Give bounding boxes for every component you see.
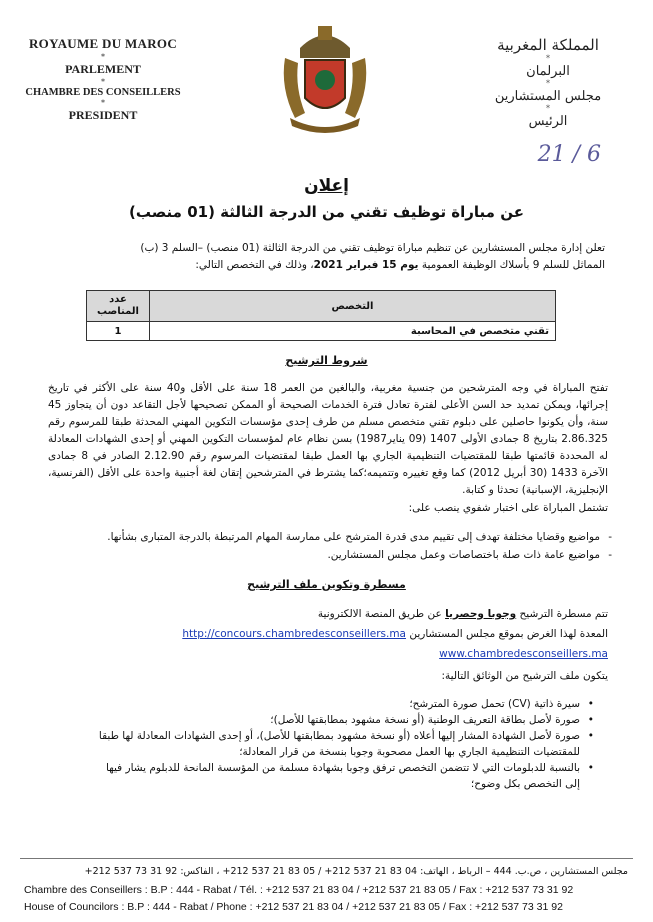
procedure-line-2 xyxy=(60,624,608,644)
list-item: • بالنسبة للدبلومات التي لا تتضمن التخصص ترفق وجوبا بشهادة مسلمة من المؤسسة المانحة للدبلوم يشار فيها إلى التخصص بكل وضوح؛ xyxy=(96,760,580,792)
conditions-paragraph: تفتح المباراة في وجه المترشحين من جنسية مغربية، والبالغين من العمر 18 سنة على الأقل و40 سنة على الأكثر في تاريخ إجرائها، ويمكن تمديد حد السن الأعلى لفترة تعادل فترة الخدمات الصحيحة أو الممكن تصحيحها لأجل التقاعد دون أن يتجاوز 45 سنة، وأن يكونوا حاصلين على دبلوم تقني متخصص مسلم من طرف إحدى مؤسسات التكوين المهني المحدثة طبقا للمرسوم رقم 2.86.325 بتاريخ 8 جمادى الأولى 1407 (09 يناير1987) بسن نظام عام لمؤسسات التكوين المهني أو إحدى الشهادات المعادلة له المحددة قائمتها طبقا للمقتضيات التنظيمية الجاري بها العمل طبقا لمقتضيات المرسوم رقم 2.12.90 الصادر في 8 جمادى الآخرة 1433 (30 أبريل 2012) كما وقع تغييره وتتميمه؛كما يشترط في المترشحين إتقان لغة أجنبية واحدة على الأقل (الفرنسية، الإنجليزية، الإسبانية) تحدثا و كتابة. xyxy=(48,382,608,496)
header-fr-star: * xyxy=(101,77,105,86)
website-link[interactable]: www.chambredesconseillers.ma xyxy=(439,648,608,660)
footer-french: Chambre des Conseillers : B.P : 444 - Rabat / Tél. : +212 537 21 83 04 / +212 537 21 83 05 / Fax : +212 537 73 31 92 xyxy=(24,884,574,896)
exam-date: يوم 15 فبراير 2021 xyxy=(313,259,419,271)
list-item: • سيرة ذاتية (CV) تحمل صورة المترشح؛ xyxy=(96,696,580,712)
table-row xyxy=(87,322,556,341)
list-item: • صورة لأصل بطاقة التعريف الوطنية (أو نسخة مشهود بمطابقتها للأصل)؛ xyxy=(96,712,580,728)
intro-line-2a: المماثل للسلم 9 بأسلاك الوظيفة العمومية xyxy=(418,259,605,271)
header-ar-president: الرئيس xyxy=(528,114,568,129)
documents-list xyxy=(96,696,598,792)
cell-specialty: تقني متخصص في المحاسبة xyxy=(150,322,556,341)
header-ar-chamber: مجلس المستشارين xyxy=(494,89,602,104)
header-fr-kingdom: ROYAUME DU MAROC xyxy=(28,36,178,51)
procedure-line-3 xyxy=(60,644,608,664)
header-arabic xyxy=(463,36,633,129)
cell-count: 1 xyxy=(87,322,150,341)
footer-english: House of Councilors : B.P : 444 - Rabat / Phone : +212 537 21 83 04 / +212 537 21 83 05 / Fax : +212 537 73 31 92 xyxy=(24,901,563,913)
header-french xyxy=(18,36,188,123)
intro-paragraph xyxy=(60,240,605,274)
header-fr-star: * xyxy=(101,98,105,107)
header-ar-star: * xyxy=(546,104,550,113)
list-item: - مواضيع وقضايا مختلفة تهدف إلى تقييم مدى قدرة المترشح على ممارسة المهام المرتبطة بالدرجة المتبارى بشأنها. xyxy=(48,528,600,546)
footer-arabic: مجلس المستشارين ، ص.ب. 444 – الرباط ، الهاتف: 04 83 21 537 212+ / 05 83 21 537 212+ ، الفاكس: 92 31 73 537 212+ xyxy=(84,866,628,877)
column-header-specialty: التخصص xyxy=(150,291,556,322)
procedure-text-1: تتم مسطرة الترشيح xyxy=(516,608,608,620)
announcement-subtitle: عن مباراة توظيف تقني من الدرجة الثالثة (01 منصب) xyxy=(129,203,524,221)
announcement-title: إعلان xyxy=(304,176,349,196)
procedure-text-2: عن طريق المنصة الالكترونية xyxy=(317,608,446,620)
table-header-row xyxy=(87,291,556,322)
royal-emblem-icon xyxy=(270,18,380,138)
documents-intro: يتكون ملف الترشيح من الوثائق التالية: xyxy=(441,670,608,682)
list-item: • صورة لأصل الشهادة المشار إليها أعلاه (أو نسخة مشهود بمطابقتها للأصل)، أو إحدى الشهادات المعادلة لها طبقا للمقتضيات التنظيمية الجاري بها العمل مصحوبة وجوبا بنسخة من قرار المعادلة؛ xyxy=(96,728,580,760)
intro-line-1: تعلن إدارة مجلس المستشارين عن تنظيم مباراة توظيف تقني من الدرجة الثالثة (01 منصب) –السلم 3 (ب) xyxy=(140,242,605,254)
intro-line-2 xyxy=(60,257,605,274)
concours-link[interactable]: http://concours.chambredesconseillers.ma xyxy=(182,628,406,640)
header-ar-star: * xyxy=(546,79,550,88)
conditions-title: شروط الترشيح xyxy=(285,354,368,367)
list-item: - مواضيع عامة ذات صلة باختصاصات وعمل مجلس المستشارين. xyxy=(48,546,600,564)
oral-exam-list xyxy=(48,528,614,564)
procedure-text-3: المعدة لهذا الغرض بموقع مجلس المستشارين xyxy=(409,628,608,640)
header-fr-parliament: PARLEMENT xyxy=(65,62,141,76)
header-fr-chamber: CHAMBRE DES CONSEILLERS xyxy=(25,87,181,98)
oral-exam-intro: تشتمل المباراة على اختبار شفوي ينصب على: xyxy=(408,502,608,514)
positions-table xyxy=(86,290,556,341)
footer-divider xyxy=(20,858,633,859)
procedure-mandatory: وجوبا وحصريا xyxy=(445,608,517,620)
procedure-paragraph xyxy=(60,604,608,664)
intro-line-2c: ، وذلك في التخصص التالي: xyxy=(195,259,314,271)
header-ar-kingdom: المملكة المغربية xyxy=(497,36,599,54)
procedure-title: مسطرة وتكوين ملف الترشيح xyxy=(247,578,406,591)
header-ar-parliament: البرلمان xyxy=(526,64,570,79)
handwritten-note: 21 / 6 xyxy=(537,142,601,167)
header-fr-president: PRESIDENT xyxy=(68,108,138,122)
procedure-line-1 xyxy=(60,604,608,624)
column-header-count: عدد المناصب xyxy=(87,291,150,322)
header-ar-star: * xyxy=(546,54,550,63)
header-fr-star: * xyxy=(101,52,105,61)
